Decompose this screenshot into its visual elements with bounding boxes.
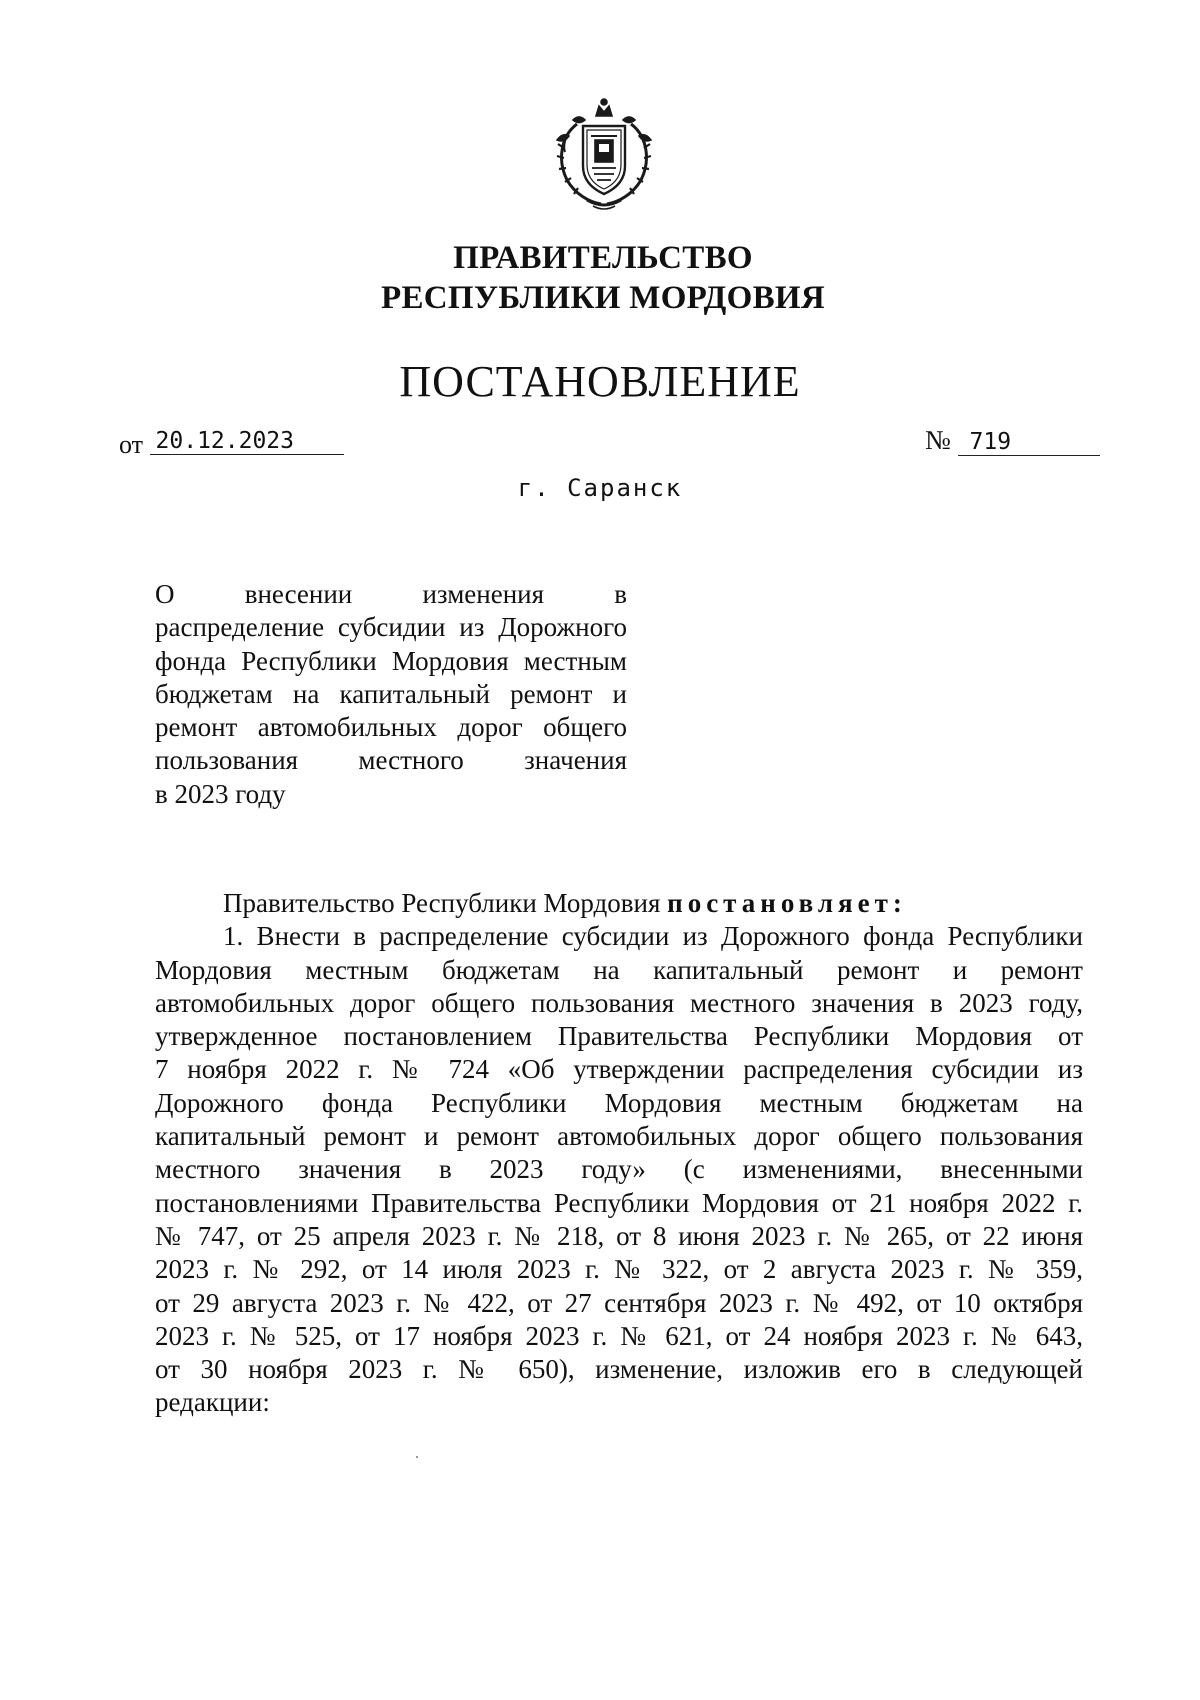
subject-line: ремонт автомобильных дорог общего <box>155 712 627 743</box>
body-line: от 30 ноября 2023 г. № 650), изменение, изложив его в следующей <box>155 1354 1083 1385</box>
government-title-line-1: ПРАВИТЕЛЬСТВО <box>453 240 753 276</box>
body-line: постановлениями Правительства Республики Мордовия от 21 ноября 2022 г. <box>155 1187 1083 1218</box>
preamble-text: Правительство Республики Мордовия <box>223 888 668 918</box>
document-subject <box>155 578 627 811</box>
coat-of-arms-icon <box>547 96 661 214</box>
subject-line: пользования местного значения <box>155 745 627 776</box>
scan-speck <box>416 1456 418 1458</box>
body-line: Дорожного фонда Республики Мордовия местным бюджетам на <box>155 1087 1083 1118</box>
subject-line: бюджетам на капитальный ремонт и <box>155 678 627 709</box>
document-date <box>119 425 344 459</box>
document-type-title: ПОСТАНОВЛЕНИЕ <box>399 357 801 406</box>
body-line: капитальный ремонт и ремонт автомобильных дорог общего пользования <box>155 1121 1083 1152</box>
body-line: местного значения в 2023 году» (с изменениями, внесенными <box>155 1154 1083 1185</box>
document-number <box>925 425 1100 456</box>
body-line: № 747, от 25 апреля 2023 г. № 218, от 8 июня 2023 г. № 265, от 22 июня <box>155 1220 1083 1251</box>
body-line: автомобильных дорог общего пользования местного значения в 2023 году, <box>155 987 1083 1018</box>
body-line: 7 ноября 2022 г. № 724 «Об утверждении распределения субсидии из <box>155 1054 1083 1085</box>
date-value: 20.12.2023 <box>150 428 344 455</box>
preamble-emphasis: постановляет: <box>667 888 907 918</box>
body-line: 2023 г. № 525, от 17 ноября 2023 г. № 621, от 24 ноября 2023 г. № 643, <box>155 1320 1083 1351</box>
subject-line: фонда Республики Мордовия местным <box>155 645 627 676</box>
body-line: 1. Внести в распределение субсидии из Дорожного фонда Республики <box>223 921 1083 952</box>
city-location: г. Саранск <box>517 474 683 502</box>
body-line: редакции: <box>155 1387 270 1418</box>
subject-line: в 2023 году <box>155 778 286 809</box>
body-line: утвержденное постановлением Правительства Республики Мордовия от <box>155 1021 1083 1052</box>
document-body <box>155 887 1083 1420</box>
body-line: от 29 августа 2023 г. № 422, от 27 сентября 2023 г. № 492, от 10 октября <box>155 1287 1083 1318</box>
body-line: 2023 г. № 292, от 14 июля 2023 г. № 322, от 2 августа 2023 г. № 359, <box>155 1254 1083 1285</box>
number-prefix: № <box>925 425 951 455</box>
date-prefix: от <box>119 430 144 459</box>
government-title-line-2: РЕСПУБЛИКИ МОРДОВИЯ <box>380 280 825 316</box>
subject-line: О внесении изменения в <box>155 579 627 609</box>
preamble-line <box>155 887 1083 920</box>
body-line: Мордовия местным бюджетам на капитальный ремонт и ремонт <box>155 954 1083 985</box>
subject-line: распределение субсидии из Дорожного <box>155 612 627 643</box>
number-value: 719 <box>958 429 1100 456</box>
